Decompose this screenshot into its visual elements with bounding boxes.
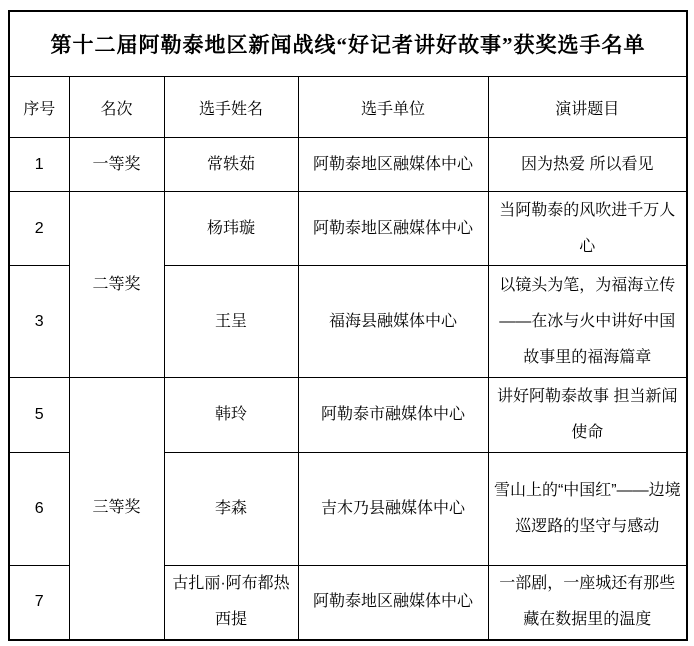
cell-serial-number: 5 — [9, 378, 69, 453]
cell-speech-topic: 因为热爱 所以看见 — [488, 138, 687, 192]
cell-award-rank: 二等奖 — [69, 192, 164, 378]
cell-contestant-name: 韩玲 — [164, 378, 298, 453]
cell-award-rank: 三等奖 — [69, 378, 164, 640]
cell-speech-topic: 当阿勒泰的风吹进千万人心 — [488, 192, 687, 266]
cell-contestant-name: 杨玮璇 — [164, 192, 298, 266]
column-header-speech-topic: 演讲题目 — [488, 77, 687, 138]
table-row — [9, 378, 687, 453]
cell-speech-topic: 一部剧，一座城还有那些藏在数据里的温度 — [488, 566, 687, 640]
cell-organization: 阿勒泰市融媒体中心 — [298, 378, 488, 453]
cell-organization: 阿勒泰地区融媒体中心 — [298, 566, 488, 640]
cell-serial-number: 2 — [9, 192, 69, 266]
award-winners-table — [8, 10, 688, 641]
column-header-award-rank: 名次 — [69, 77, 164, 138]
cell-award-rank: 一等奖 — [69, 138, 164, 192]
cell-serial-number: 3 — [9, 266, 69, 378]
cell-contestant-name: 常轶茹 — [164, 138, 298, 192]
table-title: 第十二届阿勒泰地区新闻战线“好记者讲好故事”获奖选手名单 — [9, 11, 687, 77]
cell-contestant-name: 王呈 — [164, 266, 298, 378]
table-title-row — [9, 11, 687, 77]
column-header-organization: 选手单位 — [298, 77, 488, 138]
table-row — [9, 138, 687, 192]
cell-organization: 福海县融媒体中心 — [298, 266, 488, 378]
cell-serial-number: 6 — [9, 453, 69, 566]
cell-organization: 阿勒泰地区融媒体中心 — [298, 192, 488, 266]
table-row — [9, 192, 687, 266]
cell-speech-topic: 以镜头为笔，为福海立传——在冰与火中讲好中国故事里的福海篇章 — [488, 266, 687, 378]
column-header-contestant-name: 选手姓名 — [164, 77, 298, 138]
cell-organization: 吉木乃县融媒体中心 — [298, 453, 488, 566]
cell-serial-number: 1 — [9, 138, 69, 192]
column-header-serial-number: 序号 — [9, 77, 69, 138]
cell-contestant-name: 李森 — [164, 453, 298, 566]
table-header-row — [9, 77, 687, 138]
cell-organization: 阿勒泰地区融媒体中心 — [298, 138, 488, 192]
cell-serial-number: 7 — [9, 566, 69, 640]
cell-speech-topic: 讲好阿勒泰故事 担当新闻使命 — [488, 378, 687, 453]
cell-speech-topic: 雪山上的“中国红”——边境巡逻路的坚守与感动 — [488, 453, 687, 566]
cell-contestant-name: 古扎丽·阿布都热西提 — [164, 566, 298, 640]
